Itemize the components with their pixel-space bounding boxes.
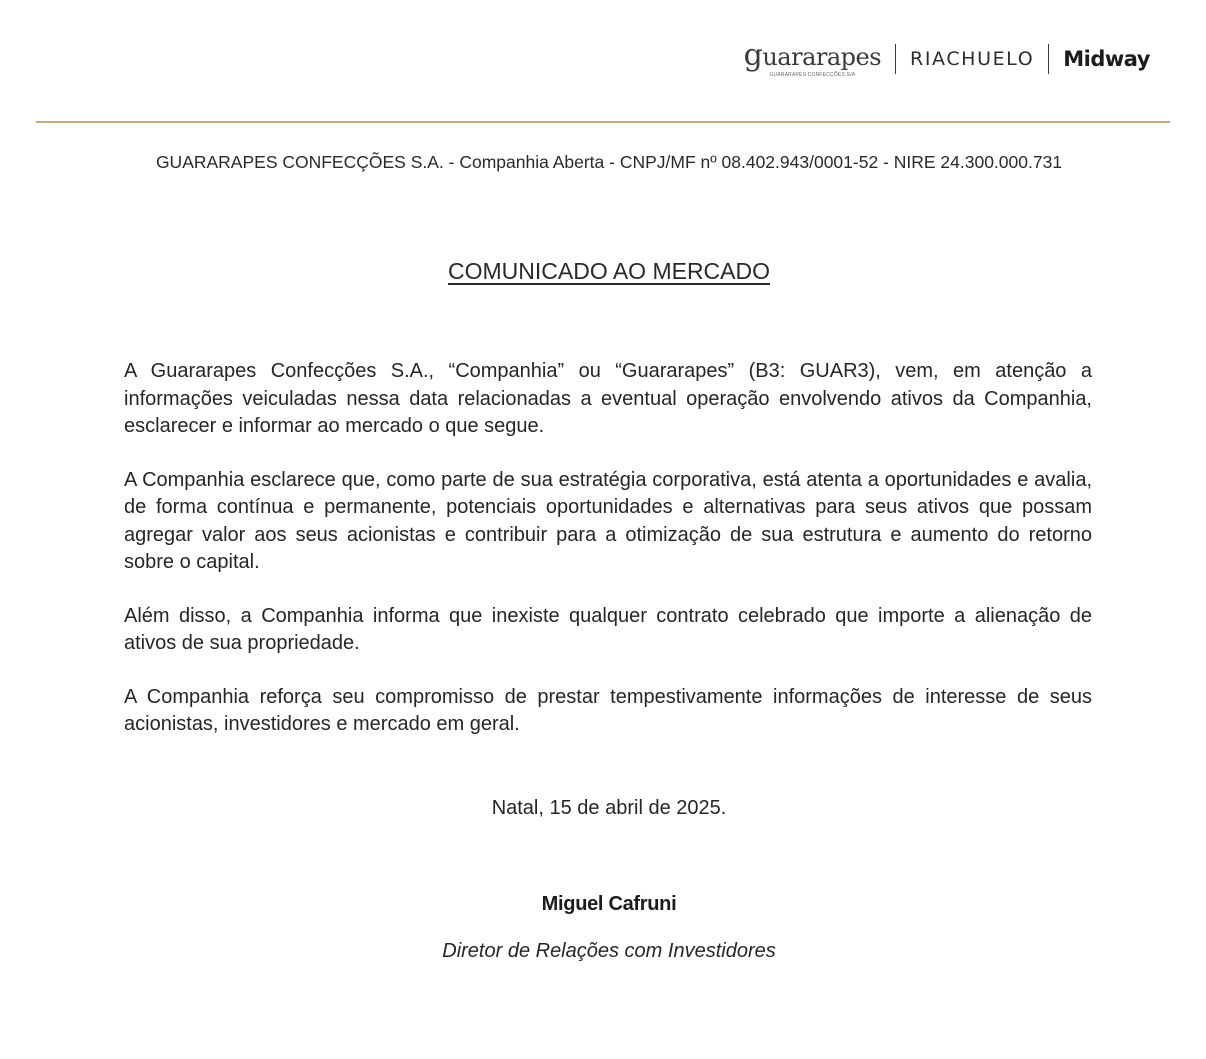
paragraph: Além disso, a Companhia informa que inexiste qualquer contrato celebrado que importe a alienação de ativos de sua propriedade. [124, 604, 1092, 654]
midway-logo: Midway [1063, 47, 1150, 71]
place-and-date: Natal, 15 de abril de 2025. [491, 797, 727, 819]
signer-name: Miguel Cafruni [541, 893, 677, 915]
header-divider [36, 121, 1170, 123]
paragraph: A Guararapes Confecções S.A., “Companhia” ou “Guararapes” (B3: GUAR3), vem, em atenção a informações veiculadas nessa data relacionadas a eventual operação envolvendo ativos da Companhia, esclarecer e informar ao mercado o que segue. [124, 360, 1092, 437]
riachuelo-logo: RIACHUELO [910, 48, 1035, 70]
paragraph: A Companhia reforça seu compromisso de prestar tempestivamente informações de interesse de seus acionistas, investidores e mercado em geral. [124, 685, 1092, 735]
logo-separator [895, 44, 896, 74]
guararapes-logo-text: uararapes [762, 42, 882, 71]
guararapes-logo-initial: g [743, 37, 763, 73]
header-logos [744, 38, 1150, 80]
guararapes-logo-tagline: GUARARAPES CONFECÇÕES S/A [769, 71, 856, 78]
document-body [124, 358, 1092, 765]
signer-role: Diretor de Relações com Investidores [442, 940, 776, 962]
company-identification: GUARARAPES CONFECÇÕES S.A. - Companhia Aberta - CNPJ/MF nº 08.402.943/0001-52 - NIRE 24.300.000.731 [155, 152, 1063, 172]
document-title: COMUNICADO AO MERCADO [447, 258, 771, 284]
logo-separator [1048, 44, 1049, 74]
paragraph: A Companhia esclarece que, como parte de sua estratégia corporativa, está atenta a oportunidades e avalia, de forma contínua e permanente, potenciais oportunidades e alternativas para seus ativos que possam agregar valor aos seus acionistas e contribuir para a otimização de sua estrutura e aumento do retorno sobre o capital. [124, 468, 1092, 573]
guararapes-logo [743, 37, 882, 78]
